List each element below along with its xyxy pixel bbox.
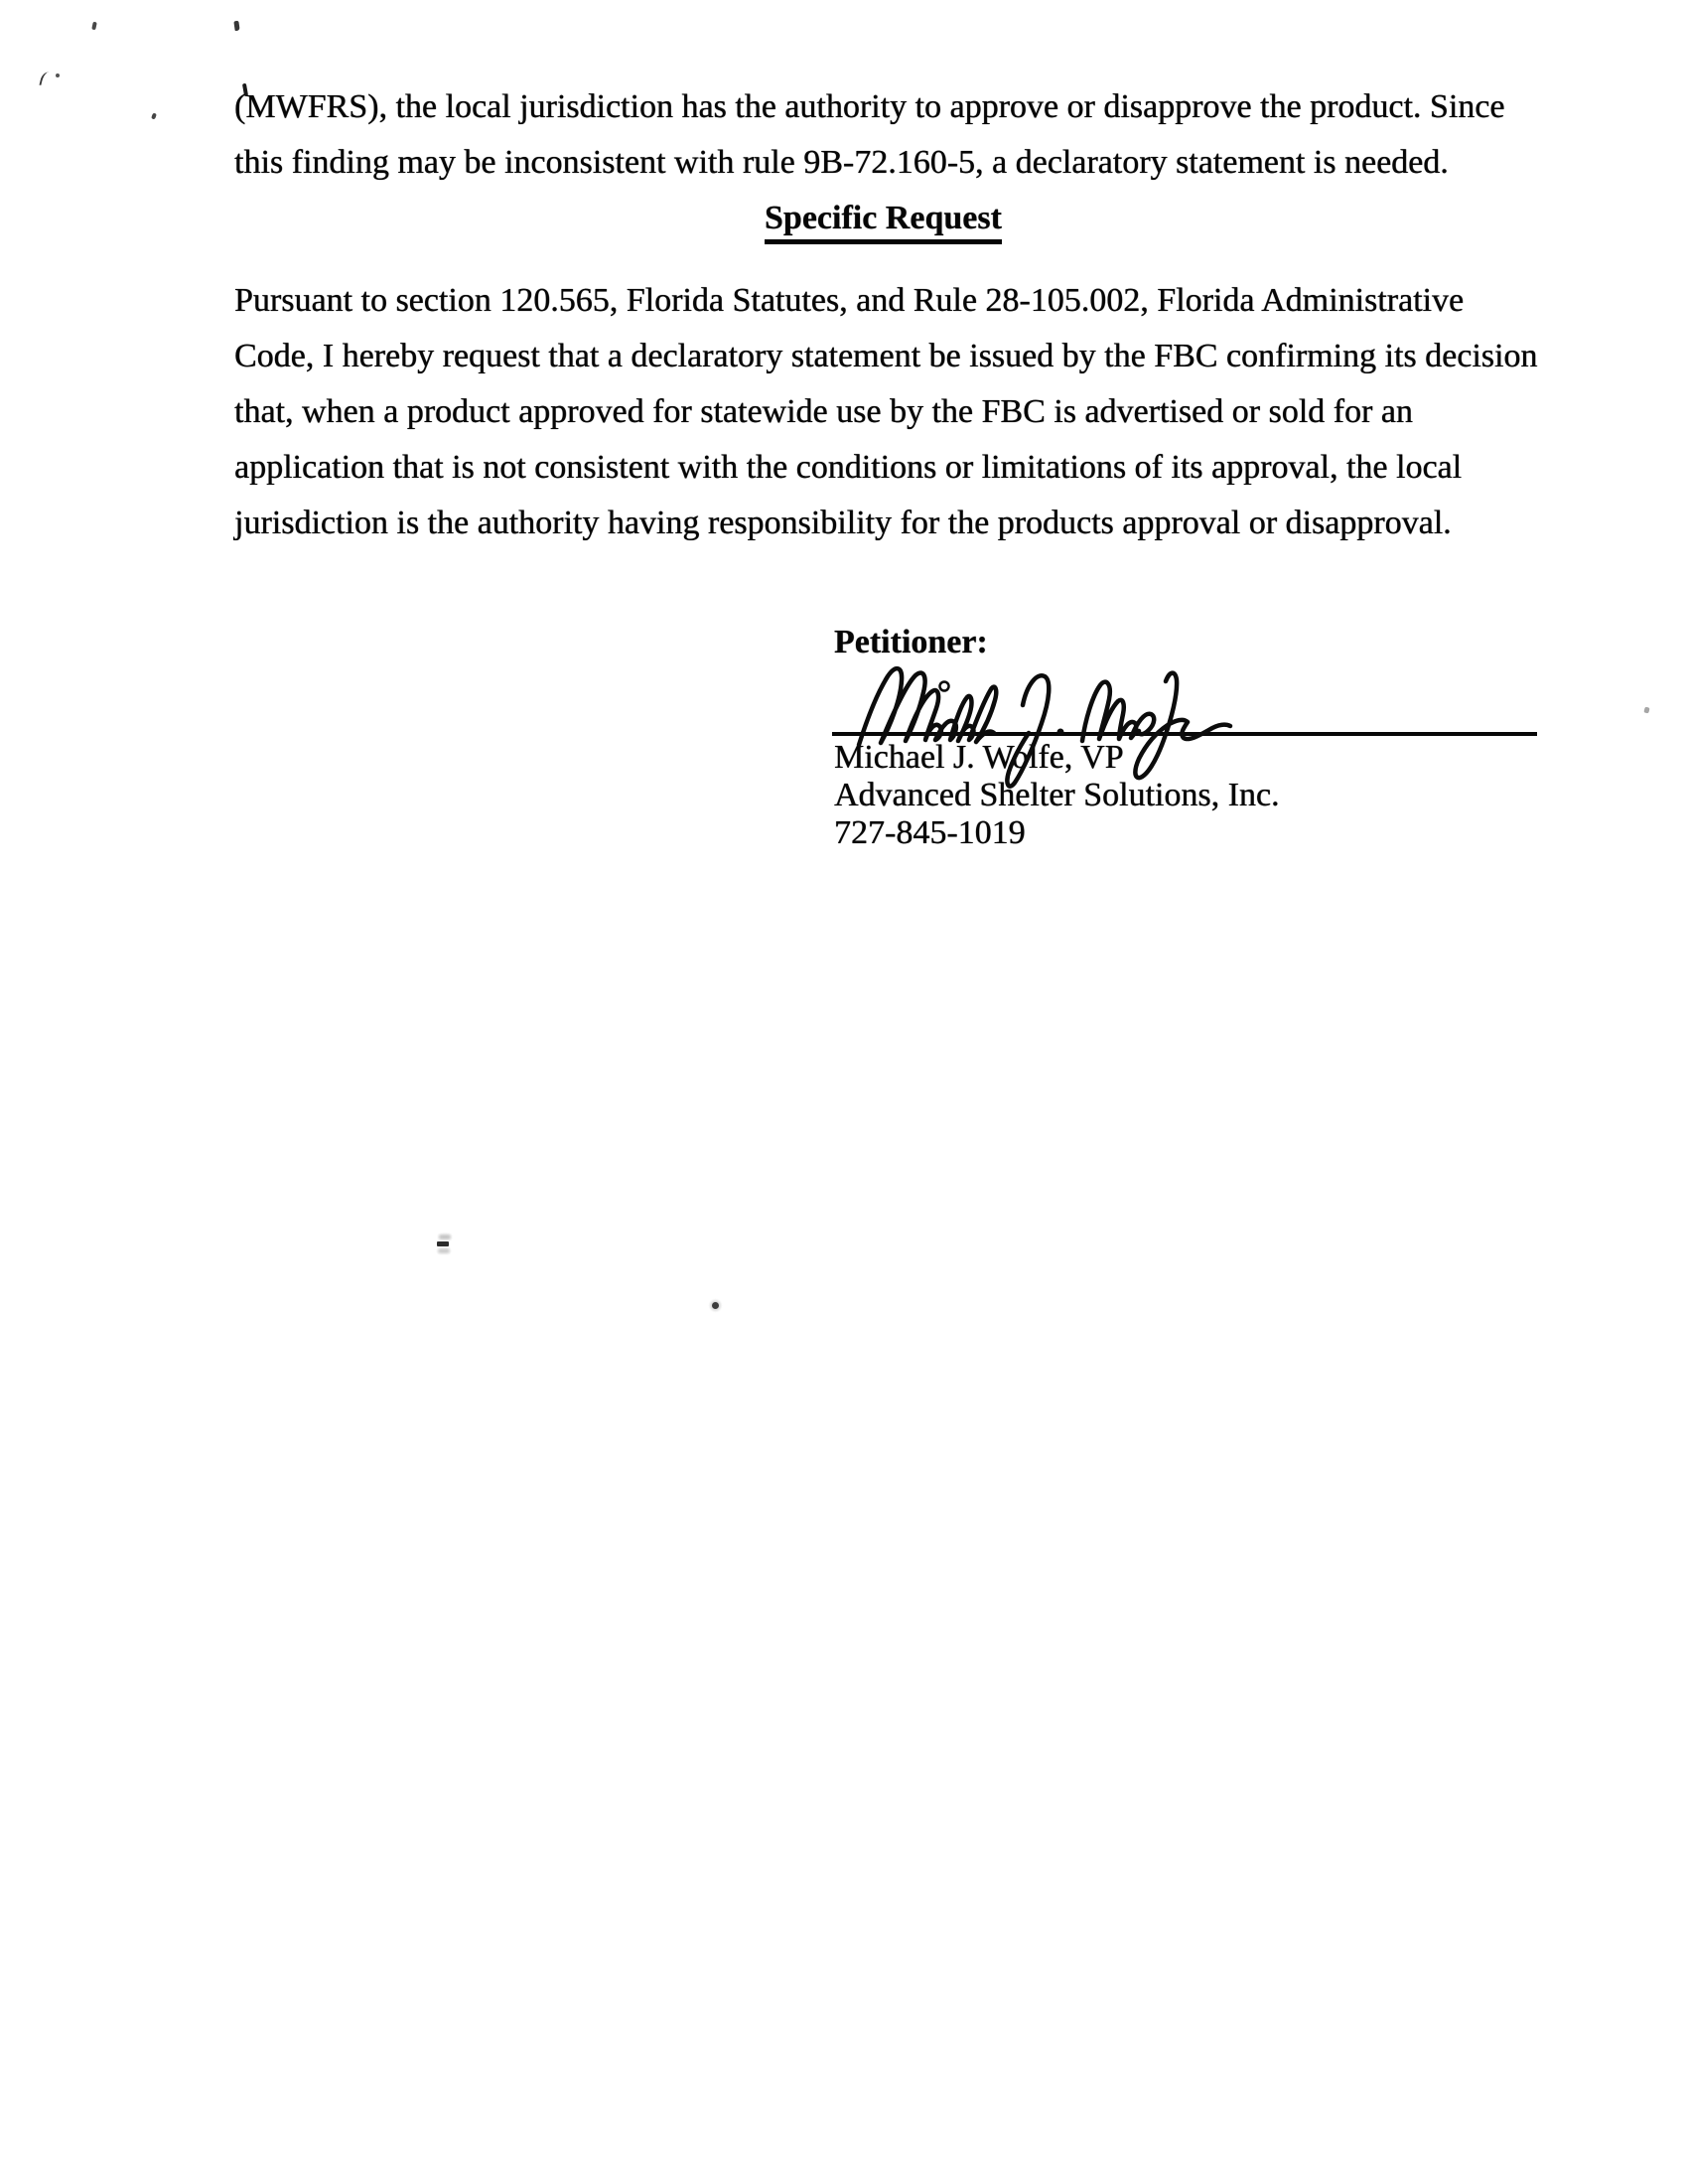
scan-speck	[233, 21, 239, 32]
scan-speck	[91, 22, 97, 31]
text-line: jurisdiction is the authority having responsibility for the products approval or disapproval.	[234, 505, 1452, 541]
signature-period-dot	[1057, 729, 1064, 736]
section-heading-text: Specific Request	[765, 199, 1002, 244]
scan-speck	[712, 1302, 719, 1309]
text-line: Pursuant to section 120.565, Florida Statutes, and Rule 28-105.002, Florida Administrative	[234, 282, 1465, 319]
request-paragraph	[234, 273, 1537, 551]
text-line: Code, I hereby request that a declaratory statement be issued by the FBC confirming its decision	[234, 338, 1538, 374]
signer-name: Michael J. Wolfe, VP	[834, 739, 1124, 776]
section-heading	[765, 199, 1002, 244]
scan-speck	[151, 112, 157, 119]
text-line: that, when a product approved for statewide use by the FBC is advertised or sold for an	[234, 393, 1413, 430]
signature-i-dot	[940, 682, 949, 691]
scan-speck	[56, 73, 60, 77]
text-line: this finding may be inconsistent with rule 9B-72.160-5, a declaratory statement is needed.	[234, 144, 1449, 181]
text-line: (MWFRS), the local jurisdiction has the authority to approve or disapprove the product. Since	[234, 88, 1505, 125]
scan-speck	[1643, 706, 1649, 713]
petitioner-label: Petitioner:	[834, 624, 988, 660]
signature-stroke-j	[1007, 675, 1049, 786]
intro-paragraph	[234, 79, 1504, 191]
signature-stroke-michael	[859, 668, 996, 745]
signer-company: Advanced Shelter Solutions, Inc.	[834, 777, 1280, 813]
signer-phone: 727-845-1019	[834, 814, 1026, 851]
signature-image	[856, 659, 1233, 794]
signature-stroke-wolfe	[1082, 673, 1230, 778]
scan-squiggle	[39, 71, 52, 87]
scan-speck	[437, 1241, 449, 1246]
text-line: application that is not consistent with the conditions or limitations of its approval, the local	[234, 449, 1463, 486]
